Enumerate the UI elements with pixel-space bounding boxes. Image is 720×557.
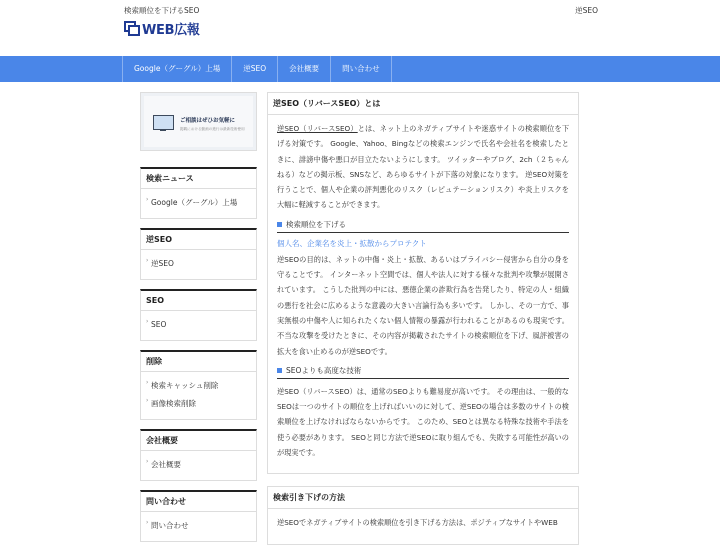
- site-header: [0, 0, 720, 56]
- section-heading: 検索順位を下げる: [277, 219, 569, 233]
- nav-item-company[interactable]: 会社概要: [278, 56, 331, 82]
- article-reverse-seo: [267, 92, 579, 474]
- widget-link[interactable]: › SEO: [141, 316, 256, 334]
- logo-squares-icon: [124, 21, 139, 35]
- widget-link[interactable]: › Google（グーグル）上場: [141, 194, 256, 212]
- main-content: [267, 92, 579, 557]
- widget-title: 逆SEO: [141, 230, 256, 250]
- square-bullet-icon: [277, 368, 282, 373]
- logo-text: WEB広報: [142, 22, 200, 38]
- banner-title: ご相談はぜひお気軽に: [180, 118, 236, 124]
- article-paragraph: 逆SEOでネガティブサイトの検索順位を引き下げる方法は、ポジティブなサイトやWEB: [277, 518, 558, 528]
- header-link-reverse-seo[interactable]: 逆SEO: [575, 6, 598, 15]
- section-subheading-link[interactable]: 個人名、企業名を炎上・拡散からプロテクト: [277, 238, 427, 248]
- widget-reverse-seo: [140, 228, 257, 280]
- intro-paragraph: 逆SEO（リバースSEO）とは、ネット上のネガティブサイトや迷惑サイトの検索順位を下げる対策です。 Google、Yahoo、Bingなどの検索エンジンで氏名や会社名を検索したときに、誹謗中傷や悪口が目立たないようにします。 ツイッターやブログ、2ch（２ちゃんねる）などの掲示板、SNSなど、あらゆるサイトが下落の対象になります。 逆SEO対策を行うことで、個人や企業の評判悪化のリスク（レピュテーションリスク）や炎上リスクを大幅に軽減することができます。: [277, 124, 570, 210]
- main-navigation: [0, 56, 720, 82]
- widget-link[interactable]: › 会社概要: [141, 456, 256, 474]
- article-title: 逆SEO（リバースSEO）とは: [268, 93, 578, 115]
- square-bullet-icon: [277, 222, 282, 227]
- widget-title: 削除: [141, 352, 256, 372]
- section-paragraph: 逆SEO（リバースSEO）は、通常のSEOよりも難易度が高いです。 その理由は、一般的なSEOは一つのサイトの順位を上げればいいのに対して、逆SEOの場合は多数のサイトの検索順位を上げなければならないからです。 このため、SEOとは異なる特殊な技術や手法を使う必要があります。 SEOと同じ方法で逆SEOに取り組んでも、失敗する可能性が高いのが現実です。: [277, 386, 569, 458]
- article-title: 検索引き下げの方法: [268, 487, 578, 509]
- widget-deletion: [140, 350, 257, 420]
- monitor-icon: [153, 115, 174, 130]
- nav-item-contact[interactable]: 問い合わせ: [331, 56, 392, 82]
- widget-title: SEO: [141, 291, 256, 311]
- widget-title: 会社概要: [141, 431, 256, 451]
- widget-link[interactable]: › 検索キャッシュ削除: [141, 377, 256, 395]
- widget-link[interactable]: › 逆SEO: [141, 255, 256, 273]
- widget-link[interactable]: › 問い合わせ: [141, 517, 256, 535]
- consultation-banner[interactable]: [140, 92, 257, 151]
- widget-link[interactable]: › 画像検索削除: [141, 395, 256, 413]
- nav-item-google-listing[interactable]: Google（グーグル）上場: [123, 56, 232, 82]
- section-heading: SEOよりも高度な技術: [277, 365, 569, 379]
- widget-contact: [140, 490, 257, 542]
- nav-item-reverse-seo[interactable]: 逆SEO: [232, 56, 278, 82]
- widget-title: 検索ニュース: [141, 169, 256, 189]
- site-tagline: 検索順位を下げるSEO: [124, 6, 200, 15]
- site-logo[interactable]: [124, 20, 200, 36]
- banner-subtitle: 掲載における動画の進行は最新技術使用: [180, 127, 245, 131]
- widget-seo: [140, 289, 257, 341]
- widget-company: [140, 429, 257, 481]
- intro-link[interactable]: 逆SEO（リバースSEO）: [277, 124, 358, 133]
- widget-search-news: [140, 167, 257, 219]
- widget-title: 問い合わせ: [141, 492, 256, 512]
- article-ranking-method: [267, 486, 579, 544]
- sidebar: [140, 92, 257, 551]
- section-paragraph: 逆SEOの目的は、ネットの中傷・炎上・拡散、あるいはプライバシー侵害から自分の身を守ることです。 インターネット空間では、個人や法人に対する様々な批判や攻撃が展開されています。 こうした批判の中には、悪徳企業の詐欺行為を告発したり、特定の人・組織の悪行を社会に広めるような意義の大きい言論行為も多いです。 しかし、その一方で、事実無根の中傷や人に知られたくない個人情報の暴露が行われることがあるのも現実です。 不当な攻撃を受けたときに、その内容が掲載されたサイトの検索順位を下げ、風評被害の拡大を食い止めるのが逆SEOです。: [277, 254, 569, 356]
